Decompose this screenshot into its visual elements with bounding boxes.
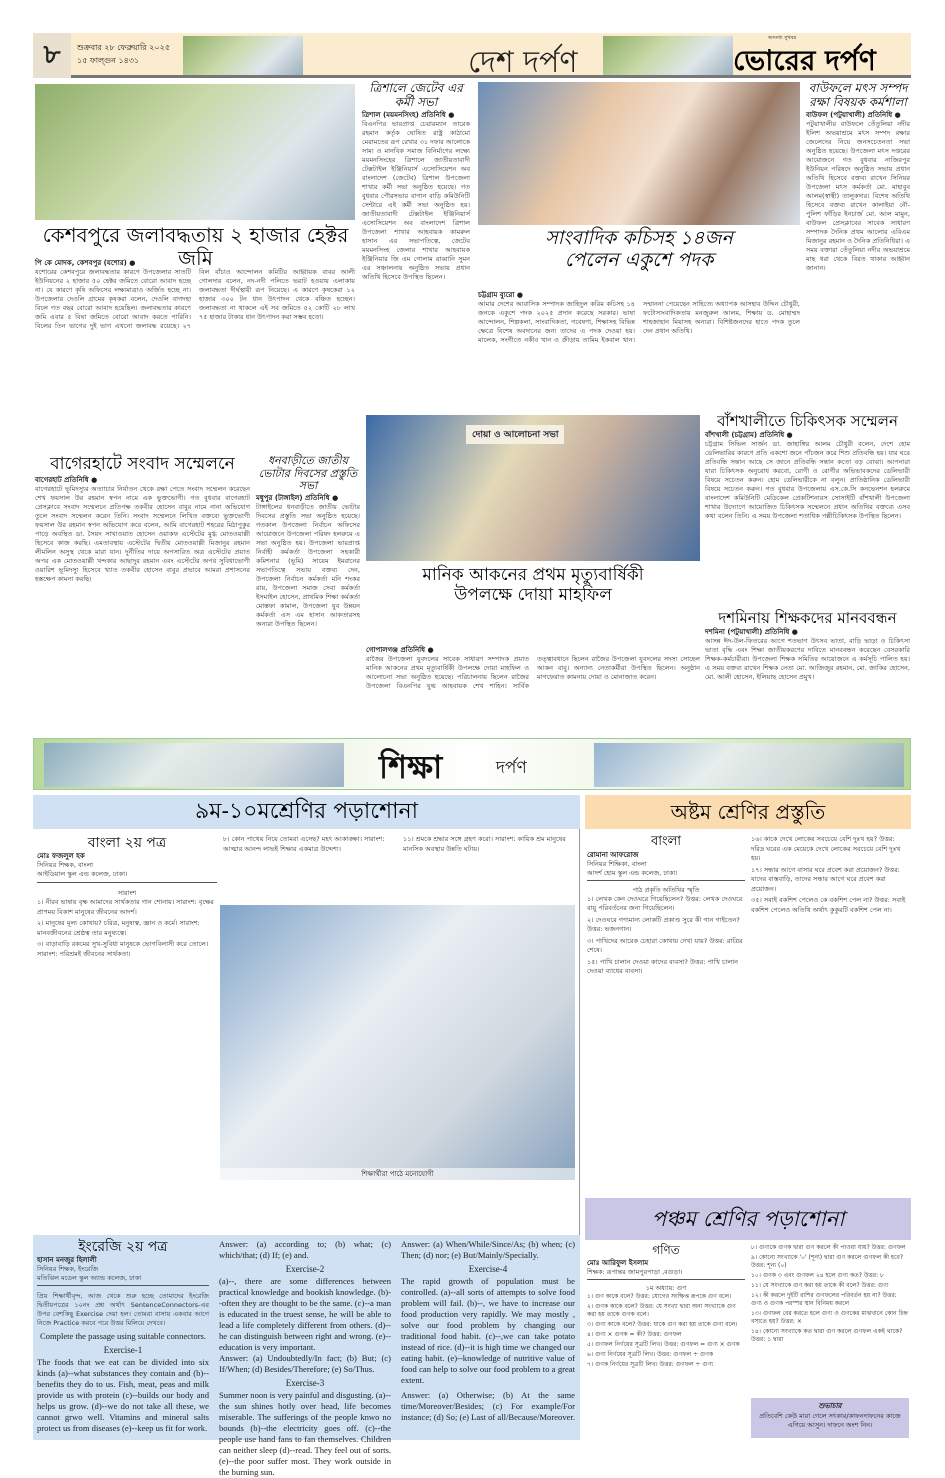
author-name: রোমানা আফরোজ (587, 850, 639, 859)
author-name: হাসান মনজুর হিলালী (37, 1256, 97, 1265)
banner-photo-students-left (44, 743, 344, 787)
article-bagerhat (35, 455, 250, 723)
banner-title: শিক্ষা (379, 748, 443, 786)
headline-keshabpur: কেশবপুরে জলাবদ্ধতায় ২ হাজার হেক্টর জমি (42, 223, 349, 270)
byline: দশমিনা (পটুয়াখালী) প্রতিনিধি ● (705, 628, 798, 637)
qa-item: ১। গুণ কাকে বলে? উত্তর: যোগের সংক্ষিপ্ত রূপকে গুণ বলে। (587, 1292, 732, 1300)
class5-col-2 (751, 1244, 909, 1394)
byline: পি কে মোদক, কেশবপুর (যশোর) ● (35, 259, 136, 267)
article-body: আসন্ন ঈদ-উল-ফিতরের আগে শতভাগ উৎসব ভাতা, বাড়ি ভাড়া ও চিকিৎসা ভাতা বৃদ্ধি এবং শিক্ষা জাতীয়করণের দাবিতে মানববন্ধন করেছেন বেসরকারি শিক্ষক-কর্মচারীরা। উপজেলা শিক্ষক সমিতির আয়োজনে এ কর্মসূচি পালিত হয়। এ সময় বক্তব্য রাখেন শিক্ষক নেতা মো. আজিজুর রহমান, মো. জাকির হোসেন, মো. আলী হোসেন, ইলিয়াছ হোসেন প্রমুখ। (705, 637, 910, 682)
author-role: শিক্ষক: রূপান্তর জামপুরপাড়া ,বগুড়া। (587, 1268, 745, 1280)
article-body: বিএনপির ভারপ্রাপ্ত চেয়ারম্যান তারেক রহমান কর্তৃক ঘোষিত রাষ্ট্র কাঠামো মেরামতের রূপ রেখার ৩১ দফার আলোকে সাম্য ও মানবিক সমাজ বিনির্মাণের লক্ষ্যে ময়মনসিংহের ত্রিশালে জাতীয়তাবাদী টেক্সটাইল ইঞ্জিনিয়ার্স এসোসিয়েশন অব বাংলাদেশ (জেটেব) ত্রিশাল উপজেলা শাখার কর্মী সভা অনুষ্ঠিত হয়েছে। গত বুধবার পৌরসভার বাগান বাড়ি কমিউনিটি সেন্টারে এই কর্মী সভা অনুষ্ঠিত হয়। জাতীয়তাবাদী টেক্সটাইল ইঞ্জিনিয়ার্স এসোসিয়েশন অব বাংলাদেশ ত্রিশাল উপজেলা শাখার আহবায়ক কামরুল হাসান এর সভাপতিত্বে, জেটেব ময়মনসিংহ জেলার শাখার আহবায়ক ইঞ্জিনিয়ার জি এম গোলাম রাব্বানি সুমন এর সঞ্চালনায় অনুষ্ঠিত সভায় প্রধান অতিথি হিসেবে উপস্থিত ছিলেন। (362, 119, 470, 281)
author-name: মোঃ আরিফুল ইসলাম (587, 1258, 649, 1267)
article-manik (366, 645, 700, 723)
section-label: সারাংশ (117, 889, 137, 898)
qa-item: ১৫। পাখি চালান দেওয়া কাদের ব্যবসা? উত্তর: পাখি চালান দেওয়া ব্যাধের ব্যবসা। (587, 957, 738, 976)
qa-item: ১১। যে সংখ্যাকে গুণ করা হয় তাকে কী বলে? উত্তর: গুণ্য (751, 1282, 889, 1289)
headline-baufal: বাউফলে মৎস সম্পদ রক্ষা বিষয়ক কর্মশালা (808, 81, 908, 109)
article-body: পটুয়াখালীর বাউফলে তেঁতুলিয়া নদীর ইলিশ অভয়াশ্রমে মৎস সম্পদ রক্ষার জেলেদের নিয়ে জনসচেতনতা সভা অনুষ্ঠিত হয়েছে। উপজেলা মৎস দপ্তরের আয়োজনে গত বুধবার নাজিরপুর ইউনিয়ন পরিষদে অনুষ্ঠিত সভায় প্রধান অতিথি হিসেবে বক্তব্য রাখেন সিনিয়র উপজেলা মৎস কর্মকর্তা মো. মাহাবুব আলম(স্বাস্থী) তালুকদার। বিশেষ অতিথি হিসেবে বক্তব্য রাখেন কালাইয়া নৌ-পুলিশ ফাঁড়ির ইনচার্জ মো. আল মামুন, বাউফল প্রেসক্লাবের সাবেক সাধারণ সম্পাদক দৈনিক প্রথম আলোর এবিএম মিজানুর রহমান ও দৈনিক প্রতিনিধিরা। এ সময় বক্তারা তেঁতুলিয়া নদীর অভয়াশ্রমে মাছ ধরা থেকে বিরত থাকার আহ্বান জানান। (806, 119, 910, 272)
qa-item: ১০। গুণক ৩ এবং গুণফল ২৪ হলে গুণ্য কত? উত্তর: ৮ (751, 1272, 884, 1279)
author-school: মতিঝিল মডেল স্কুল অ্যান্ড কলেজ, ঢাকা (37, 1274, 209, 1286)
qa-item: ৮। গুণ্যকে গুণক দ্বারা গুণ করলে কী পাওয়া যায়? উত্তর: গুণফল (751, 1244, 906, 1251)
qa-item: ১৪। কোনো সংখ্যাকে কত দ্বারা গুণ করলে গুণফল একই থাকে? উত্তর: ১ দ্বারা (751, 1328, 903, 1343)
qa-item: ১২। কী করলে দুইটি রাশির গুণফলের পরিবর্তন হয় না? উত্তর: গুণ্য ও গুণক পরস্পর স্থান বিনিময় করলে (751, 1292, 897, 1307)
notice-box (751, 1398, 909, 1438)
author-role: সিনিয়র শিক্ষক, ইংরেজি (37, 1265, 99, 1274)
photo-doa-mahfil (366, 415, 700, 561)
english-2nd-paper (33, 1235, 580, 1477)
intro-text: প্রিয় শিক্ষার্থীবৃন্দ, আজ থেকে শুরু হচ্ছে তোমাদের ইংরেজি দ্বিতীয়পত্রের ১০নং প্রশ্ন অর্থাৎ SentenceConnectors-এর উপর বেশকিছু Exercise দেয়া হল। তোমরা বাসায় একবার আগে নিজে Practice করবে পরে উত্তর মিলিয়ে দেখবে। (37, 1292, 209, 1328)
headline-manik (366, 566, 700, 605)
chapter-title: ১ম অধ্যায়: গুণ (645, 1283, 687, 1292)
exercise-text: The foods that we eat can be divided into six kinds (a)--what substances they contain and (b)--benefits they do to us. Fish, meat, peas and milk provide us with protein (c)--builds our body and helps us grow. (d)--we do not take all these, we cannot grwo well. Vitamins and mineral salts protect us from diseases (e)--keep us fit for work. (37, 1357, 209, 1434)
article-body: আমার দেশের আবাসিক সম্পাদক জাহিদুল করিম কচিসহ ১৪ জনকে একুশে পদক ২০২৫ প্রদান করেছে সরকার। ভাষা আন্দোলন, শিল্পকলা, সাংবাদিকতা, গবেষণা, শিক্ষাসহ বিভিন্ন ক্ষেত্রে বিশেষ অবদানের জন্য তাদের এ পদক দেওয়া হয়। মালেক, সংগীতে নকীব খান ও ক্রীড়ায় তামিম ইকবাল খান। সম্মাননা পেয়েছেন সাহিত্যে অধ্যাপক আসহাব উদ্দিন চৌধুরী, ফটোসাংবাদিকতায় মনজুরুল আলম, শিক্ষায় ড. মোহাম্মদ শাহজাহান মিয়াসহ অন্যরা। বিশিষ্টজনদের হাতে পদক তুলে দেন প্রধান অতিথি। (478, 300, 800, 344)
exercise-answer: Answer: (a) When/While/Since/As; (b) when; (c) Then; (d) nor; (e) But/Mainly/Specially. (401, 1239, 575, 1260)
headline-ekushey (478, 228, 800, 272)
instruction: Complete the passage using suitable connectors. (39, 1331, 207, 1342)
article-dhanbari (256, 455, 360, 723)
class8-col-2 (751, 835, 909, 1190)
bangla-2nd-paper (37, 835, 217, 1230)
article-body: টাঙ্গাইলের ধনবাড়ীতে জাতীয় ভোটার দিবসের প্রস্তুতি সভা অনুষ্ঠিত হয়েছে। গতকাল উপজেলা নির্বাচন অফিসের আয়োজনে উপজেলা পরিষদ হলরুমে এ সভা অনুষ্ঠিত হয়। উপজেলা ভারপ্রাপ্ত নির্বাহী কর্মকর্তা উপজেলা সহকারী কমিশনার (ভূমি) সায়েম ইমরানের সভাপতিত্বে সভায় বক্তব্য দেন, উপজেলা নির্বাচন কর্মকর্তা মনি শংকর রায়, উপজেলা সমাজ সেবা কর্মকর্তা ইসমাইল হোসেন, প্রাথমিক শিক্ষা কর্মকর্তা মোস্তফা কামাল, উপজেলা যুব উন্নয়ন কর্মকর্তা এস এম হাসান আকতারসহ অন্যরা উপস্থিত ছিলেন। (256, 502, 360, 628)
subject-title: বাংলা ২য় পত্র (87, 835, 167, 851)
qa-item: ১৬। কাকে দেখে লোকের সবচেয়ে বেশি দুঃখ হয়? উত্তর: দরিদ্র ঘরের এক মেয়েকে দেখে লোকের সবচেয়ে বেশি দুঃখ হয়। (751, 835, 901, 862)
english-col-3 (401, 1239, 575, 1439)
headline-banshkhali: বাঁশখালীতে চিকিৎসক সম্মেলন (717, 412, 898, 430)
photo-caption: শিক্ষার্থীরা পাঠে মনোযোগী (220, 1168, 575, 1180)
brand-tagline: অসংখ্য সুখবর (768, 35, 797, 41)
article-keshabpur (35, 258, 355, 410)
headline-bagerhat: বাগেরহাটে সংবাদ সম্মেলনে (50, 454, 235, 474)
section-heading: ৯ম-১০মশ্রেণির পড়াশোনা (33, 795, 580, 829)
qa-item: ৬। গুণ্য নির্ণয়ের সূত্রটি লিখ। উত্তর: গুণফল ÷ গুণক (587, 1350, 714, 1358)
exercise-text: The rapid growth of population must be controlled. (a)--all sorts of attempts to solve food problem will fail. (b)--, we have to increase our food production very rapidly. We may mostly , solve our food problem by changing our traditional food habit. (c)--,we can take potato instead of rice. (d)--it is high time we changed our eating habit. (e)--knowledge of nutritive value of food can help to solve our food problem to a great extent. (401, 1276, 575, 1385)
exercise-answer: Answer: (a) Undoubtedly/In fact; (b) But; (c) If/When; (d) Besides/Therefore; (e) So/Thus. (219, 1353, 391, 1374)
headline-line: উপলক্ষে দোয়া মাহফিল (454, 584, 612, 605)
qa-column-2 (223, 835, 393, 905)
english-col-1 (37, 1239, 209, 1434)
notice-text: প্রতিবেশি কেউ মারা গেলে সৎকার/কাফনদাফনের কাজে এগিয়ে আসুন। দাফনে অংশ নিন। (759, 1412, 901, 1429)
photo-students-studying (220, 905, 575, 1180)
qa-item: ১৩। গুণফল বের করতে হলে গুণ্য ও গুণকের মাঝখানে কোন চিহ্ন বসাতে হয়? উত্তর: × (751, 1310, 908, 1325)
qa-list (37, 898, 217, 959)
qa-item: ২। দেওঘরে গণ্যমান্য লোকটি প্রকাণ্ড সুরে কী গান গাইতেন? উত্তর: ভজনগান। (587, 915, 740, 934)
exercise-answer: Answer: (a) according to; (b) what; (c) which/that; (d) If; (e) and. (219, 1239, 391, 1260)
qa-item: ৫। গুণফল নির্ণয়ের সূত্রটি লিখ। উত্তর: গুণফল = গুণ্য × গুণক (587, 1340, 740, 1348)
qa-item: ১। লেখক কেন দেওঘরে গিয়েছিলেন? উত্তর: লেখক দেওঘরে বায়ু পরিবর্তনের জন্য গিয়েছিলেন। (587, 894, 743, 913)
byline: মধুপুর (টাঙ্গাইল) প্রতিনিধি ● (256, 493, 339, 502)
exercise-title: Exercise-3 (285, 1378, 325, 1388)
qa-column-3 (403, 835, 575, 905)
byline: বাগেরহাট প্রতিনিধি ● (35, 475, 98, 484)
article-body: যশোরের কেশবপুরে জলাবদ্ধতার কারণে উপজেলার সাতটি ইউনিয়নের ২ হাজার ৫০ হেক্টর জমিতে বোরো আবাদ হচ্ছে না। যে কারণে কৃষি অফিসের লক্ষ্যমাত্রাও অর্জিত হচ্ছে না। উপজেলার দেওলি গ্রামের কৃষকরা বলেন, দেওলি বাগদহা বিলে গত বছর বোরো আবাদ হয়েছিল। জলাবদ্ধতার কারণে জমি এবার ৫ বিঘা জমিতে বোরো আবাদ করতে পারিনি। বিলের তিন ভাগের দুই ভাগ এখনো জলাবদ্ধ রয়েছে। ২৭ বিল বাঁচাও আন্দোলন কমিটির আহ্বায়ক বাবর আলী গোলদার বলেন, নদ-নদী পলিতে ভরাট হওয়ায় এলাকায় জলাবদ্ধতা দীর্ঘস্থায়ী রূপ নিয়েছে। এ কারণে কৃষকেরা ১২ হাজার ৩০০ টন ধান উৎপাদন থেকে বঞ্চিত হচ্ছেন। জলাবদ্ধতা না থাকলে এই সব জমিতে ৫২ কোটি ২৮ লাখ ৭৫ হাজার টাকার ধান উৎপাদন করা সম্ভব হতো। (35, 268, 355, 330)
article-body: বাগেরহাটে ভূমিদস্যুর অত্যাচার নির্যাতন থেকে রক্ষা পেতে সংবাদ সম্মেলন করেছেন শেখ ফয়সাল উর রহমান স্বপন নামে এক ভুক্তভোগী। গত বুধবার বাগেরহাট প্রেসক্লাবে সংবাদ সম্মেলনে প্রতিপক্ষ তকবীর হোসেন বাবুর নামে নানা অভিযোগ তুলে সংবাদ সম্মেলন করেন তিনি। সংবাদ সম্মেলনে লিখিত বক্তব্যে ভুক্তভোগী ফয়সাল উর রহমান স্বপন অভিযোগ করে বলেন, আমি বাগেরহাট শহরের মিঠাপুকুর পাড়ে অবস্থিত ডা. সৈয়দ সাখাওয়াত হোসেন ওয়াকফ এস্টেটের মুগ্ধ মোতওয়াল্লী হিসেবে কাজ করছি। এমতাবস্থায় এস্টেটের দ্বিতীয় মোতওয়াল্লী মিজানুর রহমান লীমলিন অসুস্থ থেকে মারা যান। দুর্নীতির দায়ে অপসারিত অত্র এস্টেটের প্রয়াত অপর এক মোতওয়াল্লী খন্দকার আছাদুর রহমান এবং এস্টেটের অপর সুবিধাভোগী ওয়ারিশ ভূমিদস্যু হিসেবে খ্যাত তকবীর হোসেন বাবুর প্রভাবে আমরা প্রশাসনের হস্তক্ষেপ কামনা করছি। (35, 484, 250, 583)
headline-trishal: ত্রিশালে জেটেব এর কর্মী সভা (369, 81, 463, 109)
byline: বাউফল (পটুয়াখালী) প্রতিনিধি ● (806, 110, 901, 119)
date-gregorian: শুক্রবার ২৮ ফেব্রুয়ারি ২০২৫ (77, 43, 171, 52)
article-ekushey (478, 290, 800, 410)
date-block (77, 41, 170, 67)
article-banshkhali (705, 413, 910, 608)
headline-line: পেলেন একুশে পদক (564, 248, 714, 271)
qa-item: ৭। গুণক নির্ণয়ের সূত্রটি লিখ। উত্তর: গুণফল ÷ গুণ্য (587, 1360, 714, 1368)
photo-ekushey-award (478, 82, 800, 225)
qa-item: ২। মানুষের মূল্য কোথায়? চরিত্র, মনুষ্যত্ব, জ্ঞান ও কর্মে। সারাংশ: মানবজীবনের শ্রেষ্ঠত্ব তার মনুষ্যত্বে। (37, 919, 200, 937)
exercise-answer: Answer: (a) Otherwise; (b) At the same time/Moreover/Besides; (c) For example/For instance; (d) So; (e) Last of all/Because/Moreover. (401, 1390, 575, 1422)
author-role: সিনিয়র শিক্ষক, বাংলা (37, 861, 94, 870)
author-name: মোঃ ফজলুল হক (37, 852, 85, 861)
byline: বাঁশখালী (চট্টগ্রাম) প্রতিনিধি ● (705, 431, 793, 440)
article-body: রাজৈর উপজেলা যুবদলের সাবেক সাধারণ সম্পাদক প্রয়াত মানিক আকনের প্রথম মৃত্যুবার্ষিকী উপলক্ষে দোয়া মাহফিল ও আলোচনা সভা অনুষ্ঠিত হয়েছে। পরিচালনায় ছিলেন রাজৈর উপজেলা বিএনপির যুগ্ম আহবায়ক শেখ শাহিন। সার্বিক তত্ত্বাবধানে ছিলেন রাজৈর উপজেলা যুবদলের সদস্য সোহেল আকন বাবু। অন্যান্য নেতাকর্মীরা উপস্থিত ছিলেন। অনুষ্ঠান মাগফেরাত কামনায় দোয়া ও মোনাজাত করেন। (366, 655, 700, 690)
headline-line: মানিক আকনের প্রথম মৃত্যুবার্ষিকী (422, 565, 644, 585)
author-school: আইডিয়াল স্কুল এন্ড কলেজ, ঢাকা। (37, 870, 217, 883)
banner-photo-students-right (594, 743, 904, 787)
qa-item: ৩। পাখিদের আরেক চেহারা কোথায় দেখা যায়? উত্তর: রাত্রির শেষে। (587, 936, 743, 955)
article-body: চট্টগ্রাম সিভিল সার্জন ডা. জাহাঙ্গির আলম চৌধুরী বলেন, দেশে হোম ডেলিভারির কারণে প্রতি একশো জনে পাঁচজন করে শিশু প্রতিবন্ধি হয়। যার ঘরে প্রতিবন্ধি সন্তান আছে সে জানে প্রতিবন্ধি সন্তান কতো বড় বোঝা। আপনারা যারা চিকিৎসক অনুরোধ করবো, রোগী ও রোগীর অভিভাবকদের ডেলিভারী বিষয়ে সচেতন করুন। হোম ডেলিভারীকে না বলুন। প্রাতিষ্ঠানিক ডেলিভারী বিষয়ে সচেতন করুন। গত বুধবার উপজেলায় এস.কে.সি কনভেনশন হলরুমে বাংলাদেশ কমিউনিটি মেডিকেল প্রেকটিশনারস সোসাইটি বাঁশখালী উপজেলা শাখার উদ্যোগে আয়োজিত চিকিৎসক সম্মেলনে প্রধান অতিথির বক্তব্যে এসব কথা বলেন তিনি। এ সময় উপজেলা শতাধিক পল্লীচিকিৎসক উপস্থিত ছিলেন। (705, 440, 910, 521)
article-trishal (362, 82, 470, 410)
english-col-2 (219, 1239, 391, 1477)
section-class-9-10 (33, 795, 580, 1477)
exercise-text: (a)--, there are some differences between practical knowledge and bookish knowledge. (b)--often they are thought to be the same. (c)--a man is educated in the truest sense, he will be able to lead a life completely different from others. (d)--he can distinguish between right and wrong. (e)--education is very important. (219, 1276, 391, 1352)
section-heading: পঞ্চম শ্রেণির পড়াশোনা (585, 1198, 911, 1240)
subject-title: বাংলা (650, 834, 682, 849)
headline-dashmina: দশমিনায় শিক্ষকদের মানববন্ধন (718, 609, 897, 627)
article-baufal (806, 82, 910, 410)
exercise-text: Summer noon is very painful and disgusting. (a)--the sun shines hotly over head, life becomes miserable. The sufferings of the people knwo no bounds (b)--the electricity goes off. (c)--the people use hand fans to fan themselves. Children can neither sleep (d)--read. They feel out of sorts. (e)--the poor suffer most. They work outside in the burning sun. (219, 1390, 391, 1477)
qa-item: ৪। গুণ্য × গুণক = কী? উত্তর: গুণফল (587, 1330, 682, 1338)
section-class-5 (585, 1198, 911, 1440)
date-bengali: ১৫ ফাল্গুন ১৪৩১ (77, 56, 140, 65)
exercise-title: Exercise-1 (103, 1345, 143, 1356)
qa-item: ১। নীরব ভাষায় বৃক্ষ আমাদের সার্থকতার গান শোনায়। সারাংশ: বৃক্ষের প্রাণময় বিকাশ মানুষের জীবনের আদর্শ। (37, 898, 214, 916)
chapter-title: পাঠ প্রকৃতি অতিথির স্মৃতি (632, 885, 700, 894)
section-title: দেশ দর্পণ (468, 45, 578, 80)
subject-title: ইংরেজি ২য় পত্র (78, 1239, 168, 1255)
shiksha-darpan-banner (33, 738, 911, 790)
page-number: ৮ (33, 33, 71, 78)
article-dashmina (705, 610, 910, 723)
headline-dhanbari: ধনবাড়ীতে জাতীয় ভোটার দিবসের প্রস্তুতি সভা (258, 454, 358, 493)
byline: গোপালগঞ্জ প্রতিনিধি ● (366, 646, 434, 654)
exercise-title: Exercise-4 (468, 1264, 508, 1274)
author-school: আদর্শ হোম স্কুল এন্ড কলেজ, ঢাকা। (587, 869, 745, 881)
header-photo-crops (603, 36, 733, 75)
page-header (33, 33, 911, 78)
qa-item: ৮। কোন পাথেয় নিয়ে তোমরা এসেছ? মহৎ আকাঙ্ক্ষা। সারাংশ: আত্মার আনন্দ লাভই শিক্ষার একমাত্র উদ্দেশ্য। (223, 835, 385, 853)
section-class-8 (585, 795, 911, 1195)
byline: ত্রিশাল (ময়মনসিংহ) প্রতিনিধি ● (362, 110, 455, 119)
qa-item: ১৭। সন্ধার আগে বাসার ঘরে প্রবেশ করা প্রয়োজন? উত্তর: যাদের বাস্তবাড়ি, তাদের সন্ধার আগে ঘরে প্রবেশ করা প্রয়োজন। (751, 865, 900, 893)
photo-banner-text: দোয়া ও আলোচনা সভা (466, 425, 564, 444)
class5-col-1 (587, 1244, 745, 1440)
brand-logo: ভোরের দর্পণ (733, 44, 876, 77)
notice-title: শুভাচার (818, 1402, 842, 1410)
banner-subtitle: দর্পণ (496, 758, 527, 778)
qa-item: ১১। শ্রমকে শ্রদ্ধার সঙ্গে গ্রহণ করো। সারাংশ: কায়িক শ্রম মানুষের মানসিক অবস্থার উন্নতি ঘটায়। (403, 835, 566, 853)
section-heading: অষ্টম শ্রেণির প্রস্তুতি (585, 795, 911, 829)
qa-item: ২। গুণক কাকে বলে? উত্তর: যে সংখ্যা দ্বারা অন্য সংখ্যাকে গুণ করা হয় তাকে গুণক বলে। (587, 1302, 736, 1318)
qa-item: ৩৫। সবাই বকশিশ পেলেও কে বকশিশ পেল না? উত্তর: সবাই বকশিশ পেলেও অতিথি অর্থাৎ কুকুরটি বকশিশ পেল না। (751, 896, 906, 914)
qa-item: ৩। গুণ্য কাকে বলে? উত্তর: যাকে গুণ করা হয় তাকে গুণ্য বলে। (587, 1320, 738, 1328)
headline-line: সাংবাদিক কচিসহ ১৪জন (545, 227, 733, 249)
photo-waterlogged-field (35, 84, 355, 220)
subject-title: গণিত (652, 1243, 680, 1257)
author-role: সিনিয়র শিক্ষিকা, বাংলা (587, 859, 647, 868)
exercise (37, 1345, 209, 1434)
byline: চট্টগ্রাম ব্যুরো ● (478, 291, 523, 299)
exercise-title: Exercise-2 (285, 1264, 325, 1274)
header-photo-farmers (183, 36, 303, 75)
qa-item: ৯। কোনো সংখ্যাকে '০' (শূন্য) দ্বারা গুণ করলে গুণফল কী হবে? উত্তর: শূন্য (০) (751, 1254, 904, 1269)
qa-item: ৩। বাড়াবাড়ি রকমের সুখ-সুবিধা মানুষকে ভোগবিলাসী করে তোলে। সারাংশ: পরিশ্রমই জীবনের সার্থকতা। (37, 940, 209, 958)
class8-col-1 (587, 835, 745, 1190)
